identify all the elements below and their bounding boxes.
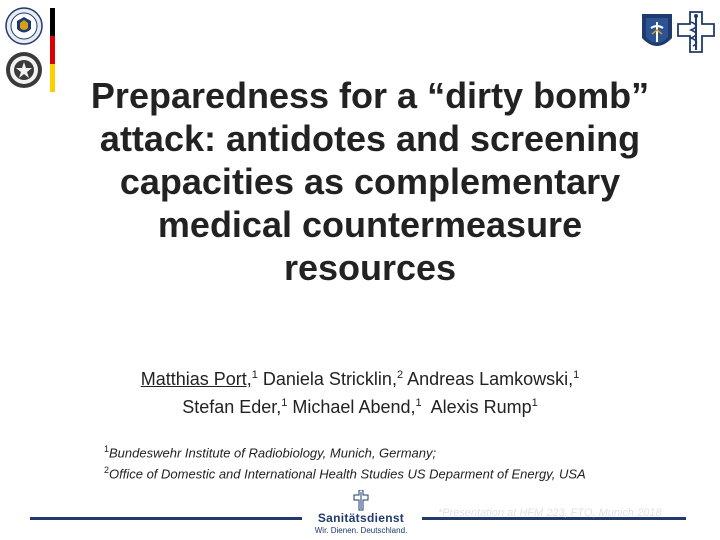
author-3-sup: 1 bbox=[573, 369, 580, 381]
authors-line-1 bbox=[40, 363, 680, 391]
slide-title: Preparedness for a “dirty bomb” attack: antidotes and screening capacities as complementary medical countermeasure resources bbox=[90, 75, 650, 288]
affiliation-1-text: Bundeswehr Institute of Radiobiology, Munich, Germany; bbox=[109, 445, 437, 461]
affiliation-2-text: Office of Domestic and International Health Studies US Deparment of Energy, USA bbox=[109, 466, 586, 482]
author-6-sup: 1 bbox=[531, 397, 538, 409]
author-presenter-sup: 1 bbox=[251, 369, 258, 381]
author-4-sup: 1 bbox=[281, 397, 288, 409]
medical-service-shield-icon bbox=[640, 12, 674, 54]
authors-block bbox=[40, 363, 680, 419]
footer-rule-left bbox=[30, 517, 302, 520]
footer-brand: Sanitätsdienst bbox=[317, 511, 405, 525]
author-3: Andreas Lamkowski, bbox=[403, 369, 574, 389]
author-5-sup: 1 bbox=[415, 397, 422, 409]
author-presenter: Matthias Port, bbox=[140, 369, 252, 389]
author-4: Stefan Eder, bbox=[182, 397, 282, 417]
german-flag-stripe bbox=[50, 8, 55, 92]
footer-tagline: Wir. Dienen. Deutschland. bbox=[314, 526, 408, 535]
bundeswehr-crest-icon bbox=[5, 7, 43, 45]
author-5: Michael Abend, bbox=[287, 397, 416, 417]
affiliation-2-sup: 2 bbox=[104, 465, 110, 475]
presentation-footnote: *Presentation at HFM 223, FTO, Munich 2018 bbox=[438, 507, 662, 519]
affiliation-1-sup: 1 bbox=[104, 444, 110, 454]
authors-line-2 bbox=[40, 391, 680, 419]
aesculapius-cross-icon bbox=[676, 8, 716, 56]
radiobiology-seal-icon bbox=[5, 51, 43, 89]
affiliation-2 bbox=[104, 465, 586, 481]
affiliation-1 bbox=[104, 444, 436, 460]
author-6: Alexis Rump bbox=[421, 397, 532, 417]
author-2: Daniela Stricklin, bbox=[257, 369, 397, 389]
author-2-sup: 2 bbox=[396, 369, 404, 381]
